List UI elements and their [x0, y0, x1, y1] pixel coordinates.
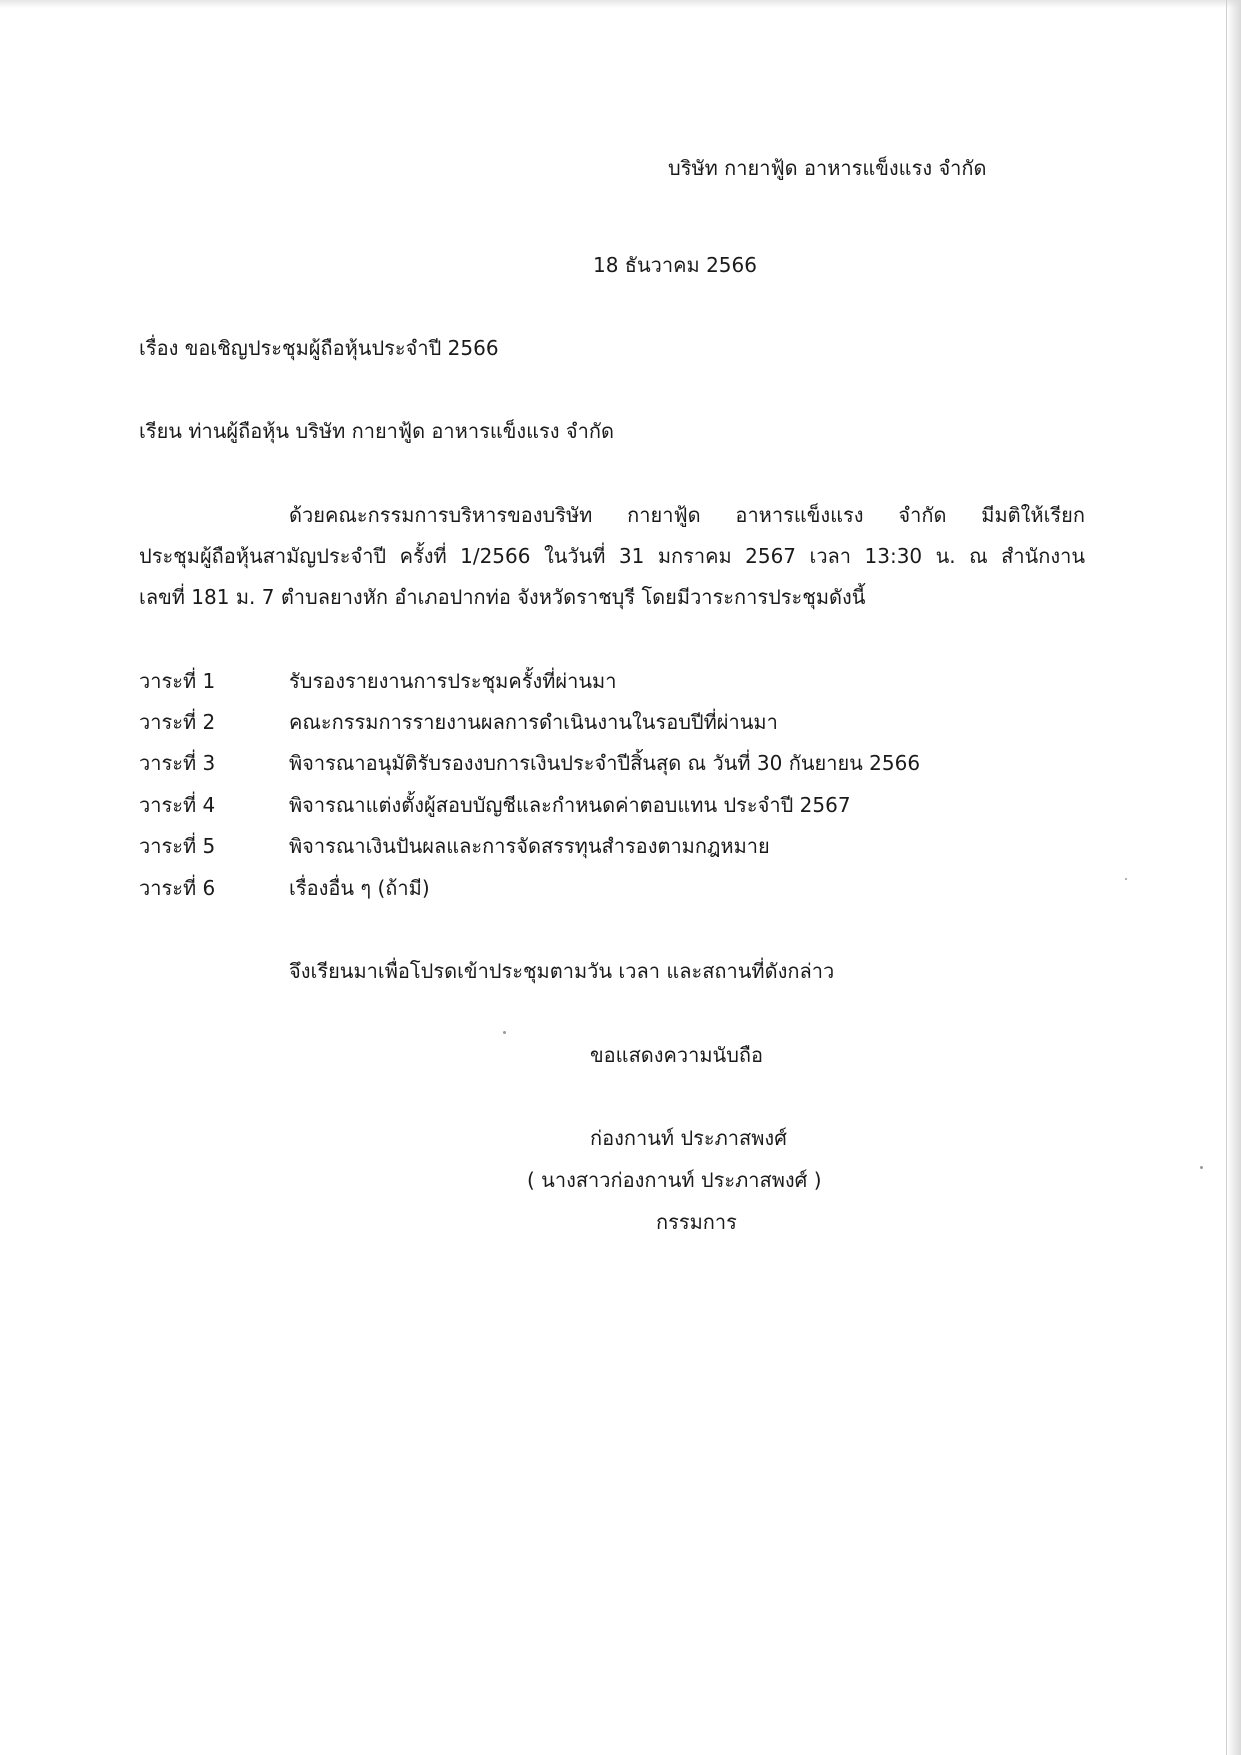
letter-salutation: เรียน ท่านผู้ถือหุ้น บริษัท กายาฟู้ด อาหารแข็งแรง จำกัด [139, 419, 614, 443]
signature-name: ก่องกานท์ ประภาสพงศ์ [590, 1126, 787, 1150]
signature-title: กรรมการ [656, 1210, 737, 1234]
scan-speck [1125, 878, 1127, 880]
scan-speck [503, 1031, 506, 1034]
agenda-label: วาระที่ 3 [139, 751, 216, 775]
agenda-text: พิจารณาอนุมัติรับรองงบการเงินประจำปีสิ้นสุด ณ วันที่ 30 กันยายน 2566 [289, 751, 921, 775]
scan-edge-top [0, 0, 1241, 8]
agenda-text: เรื่องอื่น ๆ (ถ้ามี) [289, 876, 430, 900]
signature-full-name: ( นางสาวก่องกานท์ ประภาสพงศ์ ) [527, 1168, 822, 1192]
letter-date: 18 ธันวาคม 2566 [593, 253, 757, 277]
agenda-label: วาระที่ 5 [139, 834, 216, 858]
company-header: บริษัท กายาฟู้ด อาหารแข็งแรง จำกัด [668, 156, 987, 180]
agenda-label: วาระที่ 6 [139, 876, 216, 900]
agenda-label: วาระที่ 2 [139, 710, 216, 734]
regards-line: ขอแสดงความนับถือ [590, 1043, 764, 1067]
agenda-text: พิจารณาเงินปันผลและการจัดสรรทุนสำรองตามกฎหมาย [289, 834, 770, 858]
agenda-label: วาระที่ 4 [139, 793, 216, 817]
letter-subject: เรื่อง ขอเชิญประชุมผู้ถือหุ้นประจำปี 2566 [139, 336, 499, 360]
body-paragraph-line: ด้วยคณะกรรมการบริหารของบริษัท กายาฟู้ด อาหารแข็งแรง จำกัด มีมติให้เรียก [289, 503, 1085, 527]
scan-line-right [1226, 0, 1227, 1755]
closing-line: จึงเรียนมาเพื่อโปรดเข้าประชุมตามวัน เวลา และสถานที่ดังกล่าว [289, 959, 835, 983]
agenda-label: วาระที่ 1 [139, 669, 216, 693]
scan-speck [1200, 1166, 1203, 1169]
agenda-text: คณะกรรมการรายงานผลการดำเนินงานในรอบปีที่ผ่านมา [289, 710, 778, 734]
scan-edge-right [1227, 0, 1241, 1755]
body-paragraph-line: เลขที่ 181 ม. 7 ตำบลยางหัก อำเภอปากท่อ จังหวัดราชบุรี โดยมีวาระการประชุมดังนี้ [139, 585, 866, 609]
agenda-text: พิจารณาแต่งตั้งผู้สอบบัญชีและกำหนดค่าตอบแทน ประจำปี 2567 [289, 793, 851, 817]
agenda-text: รับรองรายงานการประชุมครั้งที่ผ่านมา [289, 669, 617, 693]
body-paragraph-line: ประชุมผู้ถือหุ้นสามัญประจำปี ครั้งที่ 1/2566 ในวันที่ 31 มกราคม 2567 เวลา 13:30 น. ณ สำนักงาน [139, 544, 1085, 568]
